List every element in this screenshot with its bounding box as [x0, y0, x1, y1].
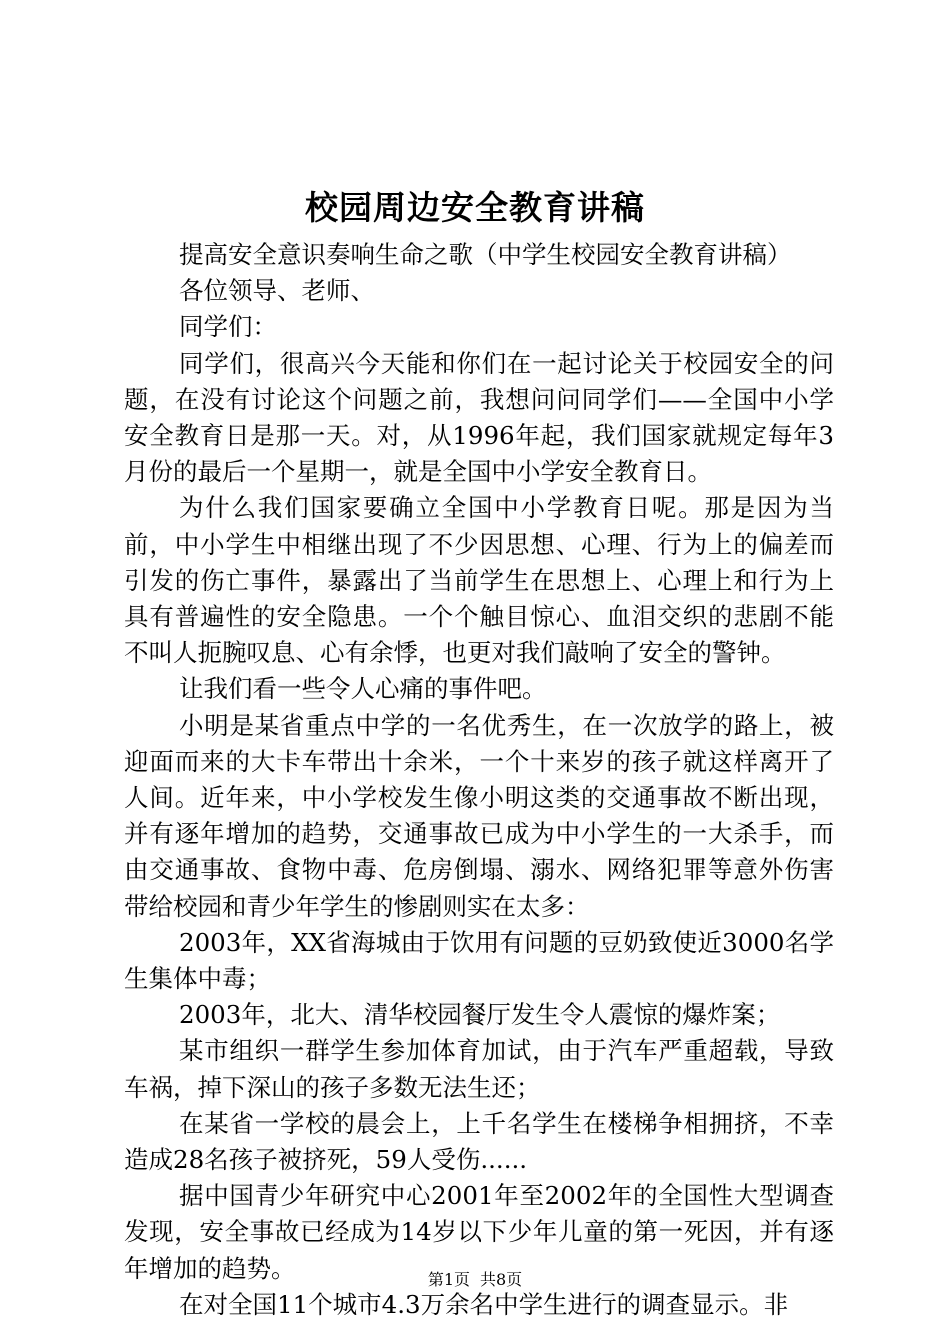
paragraph: 同学们，很高兴今天能和你们在一起讨论关于校园安全的问题，在没有讨论这个问题之前，我想问问同学们——全国中小学安全教育日是那一天。对，从1996年起，我们国家就规定每年3月份的最后一个星期一，就是全国中小学安全教育日。: [124, 348, 834, 487]
paragraph: 某市组织一群学生参加体育加试，由于汽车严重超载，导致车祸，掉下深山的孩子多数无法生还；: [124, 1036, 834, 1102]
paragraph-subtitle: 提高安全意识奏响生命之歌（中学生校园安全教育讲稿）: [179, 240, 792, 269]
paragraph-salutation-2: 同学们：: [179, 312, 277, 342]
paragraph: 2003年，XX省海城由于饮用有问题的豆奶致使近3000名学生集体中毒；: [124, 927, 834, 994]
page-total: 共8页: [480, 1270, 523, 1289]
page-footer: [0, 1268, 950, 1292]
page-number: 第1页: [427, 1270, 470, 1289]
document-body: [124, 237, 834, 1323]
paragraph: 在对全国11个城市4.3万余名中学生进行的调查显示。非: [179, 1289, 789, 1319]
paragraph-salutation-1: 各位领导、老师、: [179, 276, 375, 306]
paragraph: 2003年，北大、清华校园餐厅发生令人震惊的爆炸案；: [179, 1000, 781, 1030]
paragraph: 据中国青少年研究中心2001年至2002年的全国性大型调查发现，安全事故已经成为14岁以下少年儿童的第一死因，并有逐年增加的趋势。: [124, 1181, 834, 1283]
document-title: 校园周边安全教育讲稿: [305, 188, 645, 227]
paragraph: 为什么我们国家要确立全国中小学教育日呢。那是因为当前，中小学生中相继出现了不少因思想、心理、行为上的偏差而引发的伤亡事件，暴露出了当前学生在思想上、心理上和行为上具有普遍性的安全隐患。一个个触目惊心、血泪交织的悲剧不能不叫人扼腕叹息、心有余悸，也更对我们敲响了安全的警钟。: [124, 493, 834, 668]
paragraph: 小明是某省重点中学的一名优秀生，在一次放学的路上，被迎面而来的大卡车带出十余米，一个十来岁的孩子就这样离开了人间。近年来，中小学校发生像小明这类的交通事故不断出现，并有逐年增加的趋势，交通事故已成为中小学生的一大杀手，而由交通事故、食物中毒、危房倒塌、溺水、网络犯罪等意外伤害带给校园和青少年学生的惨剧则实在太多：: [124, 710, 834, 921]
paragraph: 在某省一学校的晨会上，上千名学生在楼梯争相拥挤，不幸造成28名孩子被挤死，59人受伤......: [124, 1108, 834, 1175]
paragraph: 让我们看一些令人心痛的事件吧。: [179, 674, 547, 704]
